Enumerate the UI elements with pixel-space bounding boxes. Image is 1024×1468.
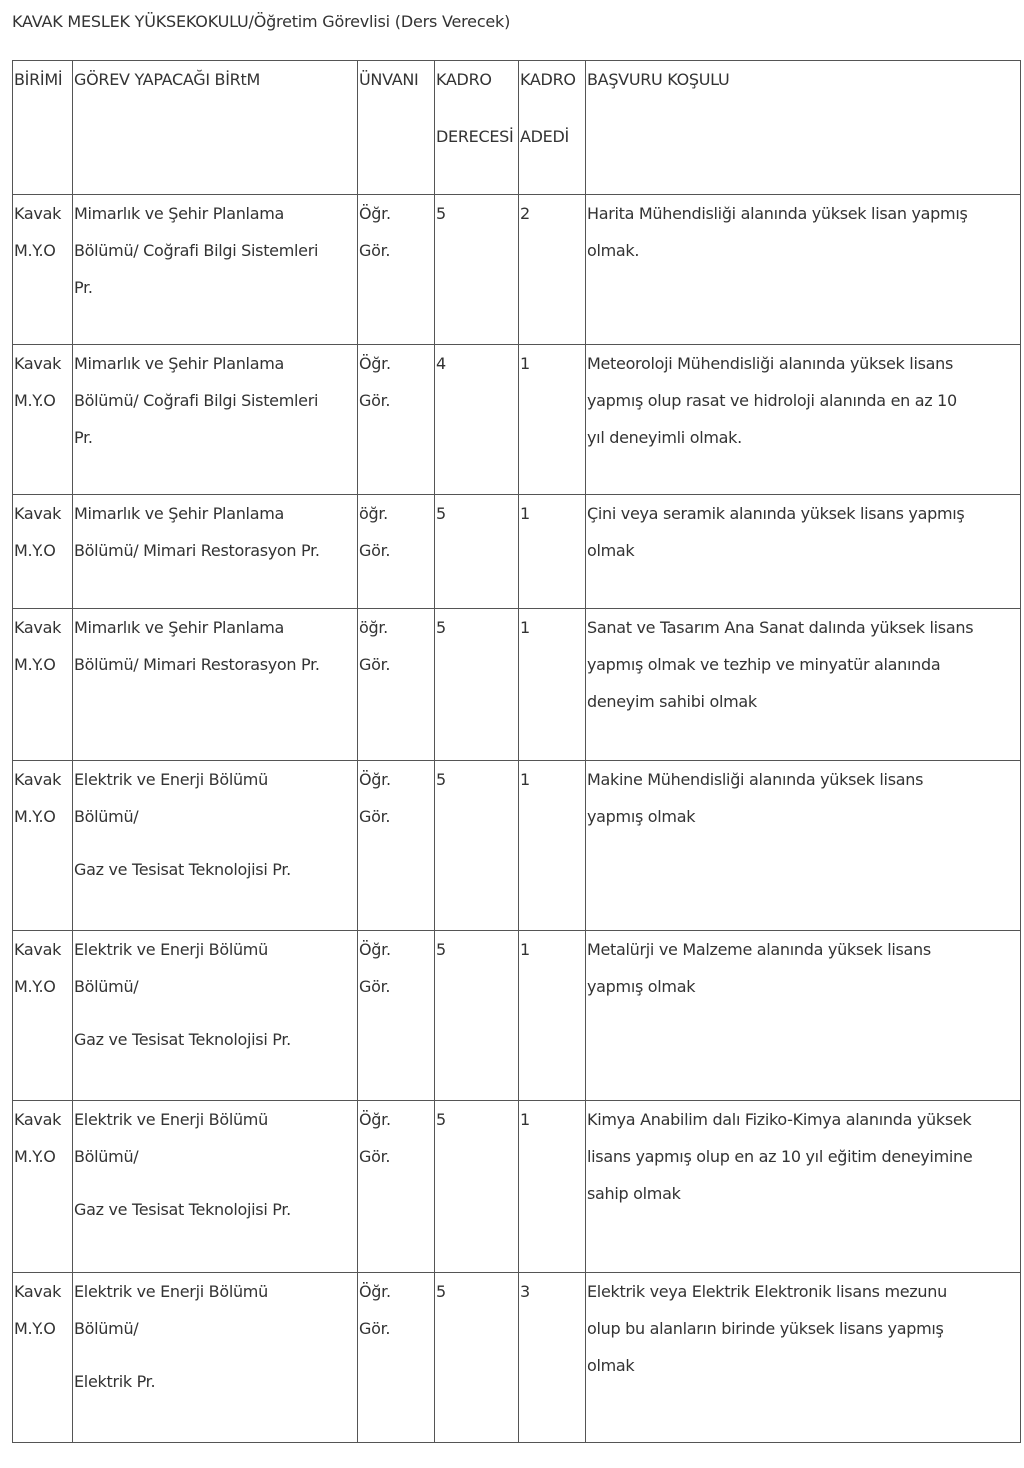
- cell-unvan: [358, 195, 435, 345]
- header-kadro-derecesi: KADRO DERECESİ: [435, 61, 519, 195]
- cell-gorev-birim: [73, 1273, 358, 1443]
- cell-kadro-adedi: 1: [519, 345, 586, 495]
- cell-birim: [13, 495, 73, 609]
- cell-line: Elektrik ve Enerji Bölümü: [74, 1110, 268, 1129]
- cell-birim: [13, 345, 73, 495]
- cell-kadro-derecesi: 5: [435, 609, 519, 761]
- cell-basvuru-kosulu: [586, 345, 1021, 495]
- cell-basvuru-kosulu: [586, 195, 1021, 345]
- cell-line: M.Y.O: [14, 1319, 56, 1338]
- cell-line: Gaz ve Tesisat Teknolojisi Pr.: [74, 1030, 291, 1049]
- cell-unvan: [358, 1273, 435, 1443]
- cell-line: Gör.: [359, 541, 391, 560]
- cell-gorev-birim: [73, 345, 358, 495]
- cell-kadro-derecesi: 5: [435, 1101, 519, 1273]
- cell-line: Öğr.: [359, 354, 391, 373]
- cell-basvuru-kosulu: [586, 761, 1021, 931]
- table-row: [13, 1273, 1021, 1443]
- cell-line: Pr.: [74, 278, 93, 297]
- header-gorev-birim: GÖREV YAPACAĞI BİRtM: [73, 61, 358, 195]
- cell-line: Kimya Anabilim dalı Fiziko-Kimya alanında yüksek: [587, 1110, 972, 1129]
- cell-birim: [13, 1273, 73, 1443]
- cell-line: Bölümü/: [74, 1147, 139, 1166]
- cell-line: Elektrik ve Enerji Bölümü: [74, 1282, 268, 1301]
- cell-line: yapmış olup rasat ve hidroloji alanında en az 10: [587, 391, 957, 410]
- cell-gorev-birim: [73, 931, 358, 1101]
- cell-line: Mimarlık ve Şehir Planlama: [74, 354, 284, 373]
- cell-line: Öğr.: [359, 1110, 391, 1129]
- page-title: KAVAK MESLEK YÜKSEKOKULU/Öğretim Görevlisi (Ders Verecek): [12, 12, 511, 31]
- cell-line: M.Y.O: [14, 241, 56, 260]
- cell-line: Gaz ve Tesisat Teknolojisi Pr.: [74, 860, 291, 879]
- cell-line: Gör.: [359, 241, 391, 260]
- cell-line: Elektrik Pr.: [74, 1372, 156, 1391]
- cell-line: Mimarlık ve Şehir Planlama: [74, 618, 284, 637]
- cell-basvuru-kosulu: [586, 1101, 1021, 1273]
- cell-line: Bölümü/: [74, 1319, 139, 1338]
- cell-birim: [13, 609, 73, 761]
- cell-line: lisans yapmış olup en az 10 yıl eğitim deneyimine: [587, 1147, 973, 1166]
- cell-line: Öğr.: [359, 1282, 391, 1301]
- cell-line: Çini veya seramik alanında yüksek lisans yapmış: [587, 504, 965, 523]
- cell-kadro-adedi: 3: [519, 1273, 586, 1443]
- header-unvan: ÜNVANI: [358, 61, 435, 195]
- cell-line: Elektrik ve Enerji Bölümü: [74, 940, 268, 959]
- header-kadro-adedi: KADRO ADEDİ: [519, 61, 586, 195]
- cell-line: M.Y.O: [14, 655, 56, 674]
- header-basvuru-kosulu: BAŞVURU KOŞULU: [586, 61, 1021, 195]
- cell-line: Elektrik veya Elektrik Elektronik lisans mezunu: [587, 1282, 947, 1301]
- cell-line: olmak: [587, 1356, 635, 1375]
- cell-unvan: [358, 931, 435, 1101]
- table-row: [13, 1101, 1021, 1273]
- cell-line: Bölümü/ Mimari Restorasyon Pr.: [74, 655, 320, 674]
- cell-line: Öğr.: [359, 204, 391, 223]
- cell-line: Kavak: [14, 354, 62, 373]
- cell-basvuru-kosulu: [586, 495, 1021, 609]
- table-row: [13, 345, 1021, 495]
- cell-line: yıl deneyimli olmak.: [587, 428, 742, 447]
- cell-unvan: [358, 609, 435, 761]
- cell-line: M.Y.O: [14, 1147, 56, 1166]
- cell-line: Bölümü/: [74, 807, 139, 826]
- table-row: [13, 609, 1021, 761]
- line-gap: [74, 1175, 357, 1191]
- cell-line: Gaz ve Tesisat Teknolojisi Pr.: [74, 1200, 291, 1219]
- cell-line: M.Y.O: [14, 541, 56, 560]
- cell-line: Harita Mühendisliği alanında yüksek lisan yapmış: [587, 204, 968, 223]
- cell-line: Kavak: [14, 618, 62, 637]
- cell-line: Kavak: [14, 1110, 62, 1129]
- cell-kadro-adedi: 1: [519, 495, 586, 609]
- cell-line: Gör.: [359, 1319, 391, 1338]
- cell-line: Kavak: [14, 770, 62, 789]
- cell-line: Gör.: [359, 807, 391, 826]
- cell-line: yapmış olmak: [587, 807, 696, 826]
- table-row: [13, 761, 1021, 931]
- cell-gorev-birim: [73, 195, 358, 345]
- cell-kadro-adedi: 1: [519, 1101, 586, 1273]
- cell-birim: [13, 195, 73, 345]
- cell-unvan: [358, 495, 435, 609]
- cell-line: M.Y.O: [14, 977, 56, 996]
- cell-line: Mimarlık ve Şehir Planlama: [74, 504, 284, 523]
- cell-gorev-birim: [73, 495, 358, 609]
- cell-basvuru-kosulu: [586, 931, 1021, 1101]
- header-birim: BİRİMİ: [13, 61, 73, 195]
- cell-kadro-adedi: 1: [519, 931, 586, 1101]
- cell-kadro-adedi: 1: [519, 609, 586, 761]
- cell-line: olmak: [587, 541, 635, 560]
- cell-line: olup bu alanların birinde yüksek lisans yapmış: [587, 1319, 944, 1338]
- cell-kadro-derecesi: 4: [435, 345, 519, 495]
- cell-basvuru-kosulu: [586, 609, 1021, 761]
- table-row: [13, 195, 1021, 345]
- cell-kadro-adedi: 2: [519, 195, 586, 345]
- cell-line: yapmış olmak: [587, 977, 696, 996]
- cell-line: Bölümü/ Coğrafi Bilgi Sistemleri: [74, 391, 319, 410]
- cell-line: olmak.: [587, 241, 640, 260]
- cell-line: Kavak: [14, 1282, 62, 1301]
- cell-line: Bölümü/ Coğrafi Bilgi Sistemleri: [74, 241, 319, 260]
- cell-gorev-birim: [73, 1101, 358, 1273]
- table-row: [13, 495, 1021, 609]
- cell-birim: [13, 931, 73, 1101]
- line-gap: [74, 1347, 357, 1363]
- cell-line: Öğr.: [359, 770, 391, 789]
- cell-line: Kavak: [14, 204, 62, 223]
- cell-line: Bölümü/: [74, 977, 139, 996]
- cell-kadro-derecesi: 5: [435, 195, 519, 345]
- cell-line: Gör.: [359, 977, 391, 996]
- cell-unvan: [358, 761, 435, 931]
- line-gap: [74, 1005, 357, 1021]
- cell-line: M.Y.O: [14, 807, 56, 826]
- cell-line: Makine Mühendisliği alanında yüksek lisans: [587, 770, 924, 789]
- cell-kadro-derecesi: 5: [435, 761, 519, 931]
- cell-line: Gör.: [359, 1147, 391, 1166]
- cell-line: M.Y.O: [14, 391, 56, 410]
- cell-line: Mimarlık ve Şehir Planlama: [74, 204, 284, 223]
- cell-birim: [13, 1101, 73, 1273]
- table-row: [13, 931, 1021, 1101]
- cell-gorev-birim: [73, 609, 358, 761]
- line-gap: [74, 835, 357, 851]
- cell-birim: [13, 761, 73, 931]
- cell-line: Öğr.: [359, 940, 391, 959]
- cell-kadro-derecesi: 5: [435, 931, 519, 1101]
- cell-line: Meteoroloji Mühendisliği alanında yüksek lisans: [587, 354, 954, 373]
- cell-line: yapmış olmak ve tezhip ve minyatür alanında: [587, 655, 941, 674]
- cell-line: Bölümü/ Mimari Restorasyon Pr.: [74, 541, 320, 560]
- cell-line: Elektrik ve Enerji Bölümü: [74, 770, 268, 789]
- cell-line: Metalürji ve Malzeme alanında yüksek lisans: [587, 940, 931, 959]
- cell-kadro-derecesi: 5: [435, 1273, 519, 1443]
- job-posting-table: [12, 60, 1021, 1443]
- cell-line: deneyim sahibi olmak: [587, 692, 757, 711]
- cell-line: öğr.: [359, 504, 388, 523]
- cell-line: Kavak: [14, 504, 62, 523]
- table-header-row: [13, 61, 1021, 195]
- cell-unvan: [358, 1101, 435, 1273]
- cell-line: Kavak: [14, 940, 62, 959]
- cell-kadro-adedi: 1: [519, 761, 586, 931]
- cell-gorev-birim: [73, 761, 358, 931]
- cell-line: Gör.: [359, 391, 391, 410]
- cell-basvuru-kosulu: [586, 1273, 1021, 1443]
- cell-kadro-derecesi: 5: [435, 495, 519, 609]
- cell-line: Sanat ve Tasarım Ana Sanat dalında yüksek lisans: [587, 618, 974, 637]
- cell-line: öğr.: [359, 618, 388, 637]
- cell-unvan: [358, 345, 435, 495]
- cell-line: Gör.: [359, 655, 391, 674]
- cell-line: sahip olmak: [587, 1184, 681, 1203]
- cell-line: Pr.: [74, 428, 93, 447]
